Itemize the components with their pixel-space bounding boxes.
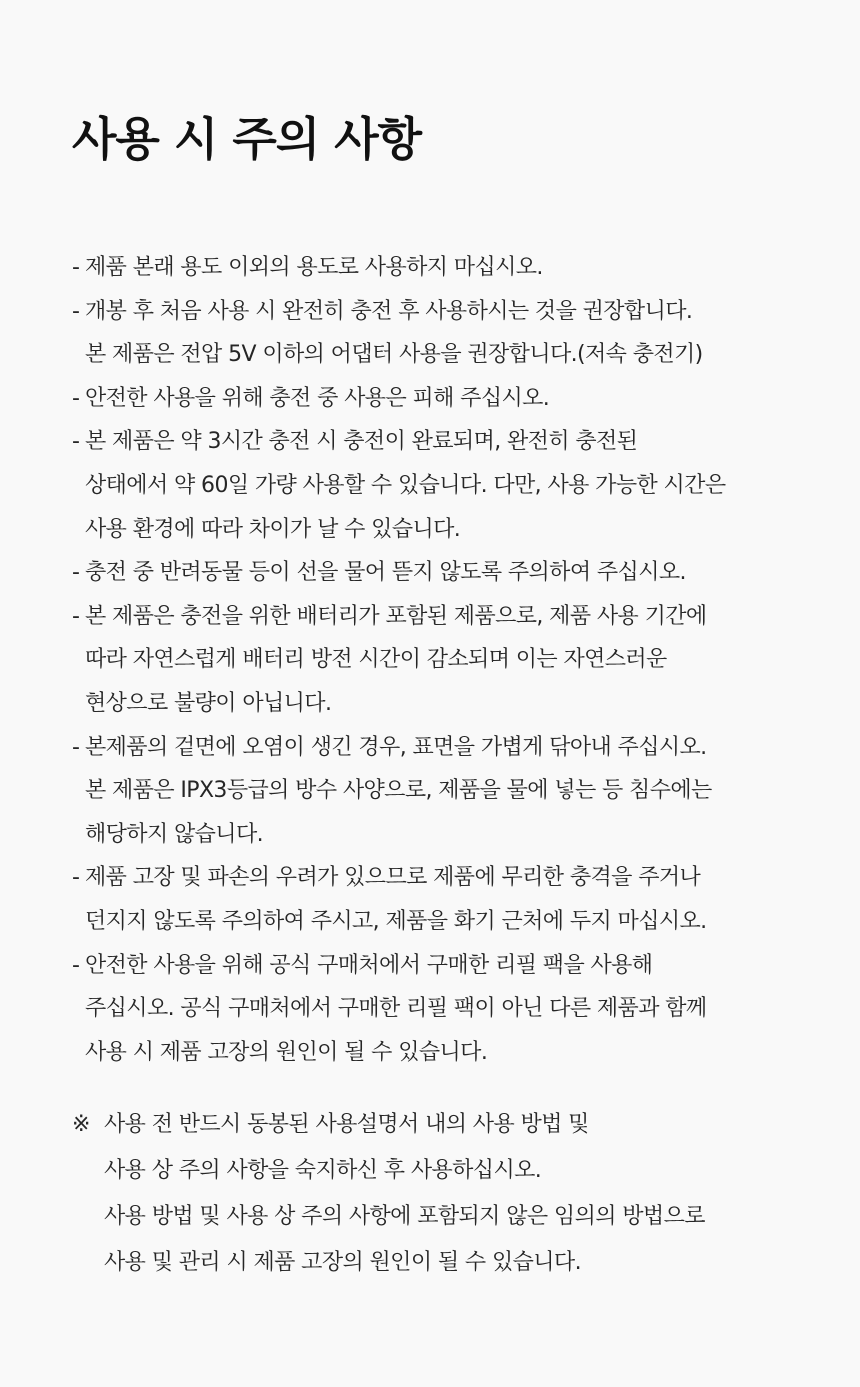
- caution-line: 본 제품은 충전을 위한 배터리가 포함된 제품으로, 제품 사용 기간에: [85, 603, 707, 629]
- caution-item: [72, 944, 832, 1075]
- caution-item-text: [85, 377, 832, 421]
- caution-line: 개봉 후 처음 사용 시 완전히 충전 후 사용하시는 것을 권장합니다.: [85, 298, 693, 324]
- caution-line: 사용 시 제품 고장의 원인이 될 수 있습니다.: [85, 1039, 488, 1065]
- caution-item-text: [85, 595, 832, 726]
- bullet-dash: -: [72, 734, 80, 760]
- caution-line: 던지지 않도록 주의하여 주시고, 제품을 화기 근처에 두지 마십시오.: [85, 908, 707, 934]
- caution-item-text: [85, 726, 832, 857]
- caution-line: 현상으로 불량이 아닙니다.: [85, 690, 332, 716]
- caution-item: [72, 551, 832, 595]
- caution-line: 상태에서 약 60일 가량 사용할 수 있습니다. 다만, 사용 가능한 시간은: [85, 472, 726, 498]
- caution-item-text: [85, 246, 832, 290]
- caution-line: 본제품의 겉면에 오염이 생긴 경우, 표면을 가볍게 닦아내 주십시오.: [85, 734, 707, 760]
- note-text: [104, 1102, 832, 1286]
- bullet-dash: -: [72, 385, 80, 411]
- caution-line: 본 제품은 전압 5V 이하의 어댑터 사용을 권장합니다.(저속 충전기): [85, 342, 703, 368]
- caution-line: 따라 자연스럽게 배터리 방전 시간이 감소되며 이는 자연스러운: [85, 647, 667, 673]
- page-title: 사용 시 주의 사항: [72, 112, 422, 166]
- caution-item: [72, 246, 832, 290]
- note-line: 사용 방법 및 사용 상 주의 사항에 포함되지 않은 임의의 방법으로: [104, 1204, 705, 1229]
- caution-item-text: [85, 420, 832, 551]
- bullet-dash: -: [72, 298, 80, 324]
- caution-line: 주십시오. 공식 구매처에서 구매한 리필 팩이 아닌 다른 제품과 함께: [85, 996, 707, 1022]
- caution-item: [72, 377, 832, 421]
- caution-line: 사용 환경에 따라 차이가 날 수 있습니다.: [85, 516, 461, 542]
- caution-item-text: [85, 944, 832, 1075]
- caution-item-text: [85, 290, 832, 377]
- caution-item: [72, 420, 832, 551]
- caution-line: 제품 본래 용도 이외의 용도로 사용하지 마십시오.: [85, 255, 543, 280]
- caution-item-text: [85, 551, 832, 595]
- caution-line: 본 제품은 약 3시간 충전 시 충전이 완료되며, 완전히 충전된: [85, 429, 638, 455]
- caution-item: [72, 595, 832, 726]
- bullet-dash: -: [72, 429, 80, 455]
- caution-line: 해당하지 않습니다.: [85, 821, 264, 847]
- note-line: 사용 및 관리 시 제품 고장의 원인이 될 수 있습니다.: [104, 1250, 581, 1275]
- caution-item-text: [85, 856, 832, 943]
- bullet-dash: -: [72, 560, 80, 586]
- bullet-dash: -: [72, 603, 80, 629]
- caution-list: [72, 246, 832, 1074]
- caution-item: [72, 290, 832, 377]
- caution-line: 제품 고장 및 파손의 우려가 있으므로 제품에 무리한 충격을 주거나: [85, 865, 701, 891]
- reference-mark: ※: [72, 1112, 91, 1137]
- caution-line: 충전 중 반려동물 등이 선을 물어 뜯지 않도록 주의하여 주십시오.: [85, 560, 686, 586]
- caution-item: [72, 726, 832, 857]
- note-line: 사용 전 반드시 동봉된 사용설명서 내의 사용 방법 및: [104, 1112, 589, 1137]
- caution-line: 안전한 사용을 위해 충전 중 사용은 피해 주십시오.: [85, 385, 550, 411]
- bullet-dash: -: [72, 255, 80, 280]
- caution-item: [72, 856, 832, 943]
- bullet-dash: -: [72, 865, 80, 891]
- bullet-dash: -: [72, 952, 80, 978]
- caution-line: 본 제품은 IPX3등급의 방수 사양으로, 제품을 물에 넣는 등 침수에는: [85, 778, 712, 804]
- note-line: 사용 상 주의 사항을 숙지하신 후 사용하십시오.: [104, 1158, 542, 1183]
- usage-note: [72, 1102, 832, 1286]
- caution-line: 안전한 사용을 위해 공식 구매처에서 구매한 리필 팩을 사용해: [85, 952, 653, 978]
